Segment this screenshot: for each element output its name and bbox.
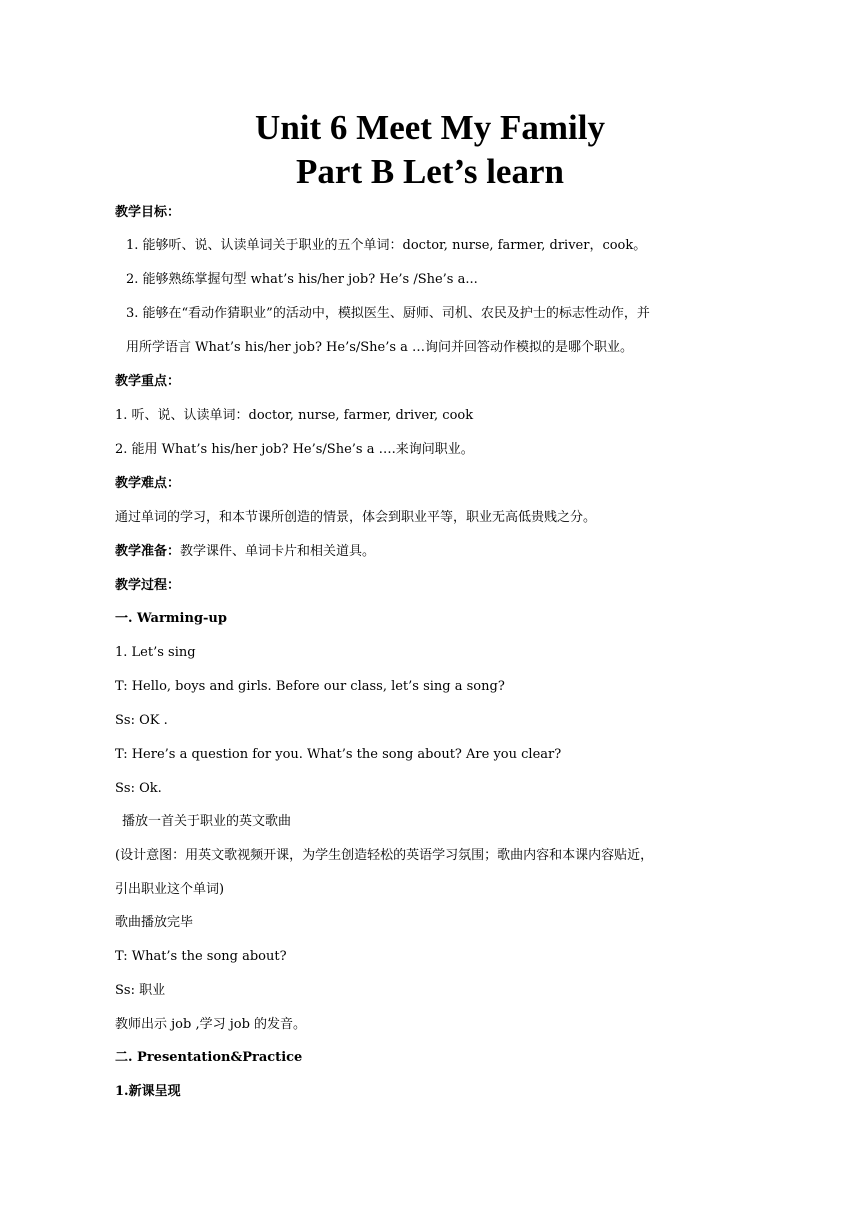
objectives-heading: 教学目标：	[115, 205, 181, 220]
process-line: Ss: 职业	[115, 983, 166, 998]
process-line: T: Here’s a question for you. What’s the song about? Are you clear?	[115, 747, 562, 762]
process-line: 歌曲播放完毕	[115, 915, 194, 930]
key-points-heading: 教学重点：	[115, 374, 181, 389]
process-line: T: What’s the song about?	[115, 949, 287, 964]
preparation-text: 教学课件、单词卡片和相关道具。	[180, 544, 376, 559]
preparation-heading: 教学准备：	[115, 544, 181, 559]
process-line: 引出职业这个单词)	[115, 882, 225, 897]
new-lesson-heading: 1.新课呈现	[115, 1084, 181, 1099]
difficulties-heading: 教学难点：	[115, 476, 181, 491]
process-heading: 教学过程：	[115, 578, 181, 593]
objective-item: 2. 能够熟练掌握句型 what’s his/her job? He’s /She’s a...	[126, 272, 478, 287]
key-point-item: 1. 听、说、认读单词：doctor, nurse, farmer, driver, cook	[115, 408, 474, 423]
difficulties-text: 通过单词的学习，和本节课所创造的情景，体会到职业平等，职业无高低贵贱之分。	[115, 510, 597, 525]
process-line: 教师出示 job ,学习 job 的发音。	[115, 1017, 307, 1032]
process-line: (设计意图：用英文歌视频开课，为学生创造轻松的英语学习氛围；歌曲内容和本课内容贴近，	[115, 848, 654, 863]
objective-item: 3. 能够在“看动作猜职业”的活动中，模拟医生、厨师、司机、农民及护士的标志性动作，并	[126, 306, 650, 321]
title-line-2: Part B Let’s learn	[296, 152, 564, 191]
preparation-line	[115, 542, 755, 562]
objective-item-continued: 用所学语言 What’s his/her job? He’s/She’s a …询问并回答动作模拟的是哪个职业。	[126, 340, 634, 355]
process-line: 播放一首关于职业的英文歌曲	[122, 814, 292, 829]
process-line: Ss: Ok.	[115, 781, 162, 796]
objective-item: 1. 能够听、说、认读单词关于职业的五个单词：doctor, nurse, farmer, driver，cook。	[126, 238, 647, 253]
warmup-heading: 一. Warming-up	[115, 611, 227, 626]
title-line-1: Unit 6 Meet My Family	[255, 108, 605, 147]
process-line: 1. Let’s sing	[115, 645, 196, 660]
presentation-heading: 二. Presentation&Practice	[115, 1050, 303, 1065]
process-line: Ss: OK .	[115, 713, 168, 728]
key-point-item: 2. 能用 What’s his/her job? He’s/She’s a ….来询问职业。	[115, 442, 474, 457]
process-line: T: Hello, boys and girls. Before our class, let’s sing a song?	[115, 679, 505, 694]
